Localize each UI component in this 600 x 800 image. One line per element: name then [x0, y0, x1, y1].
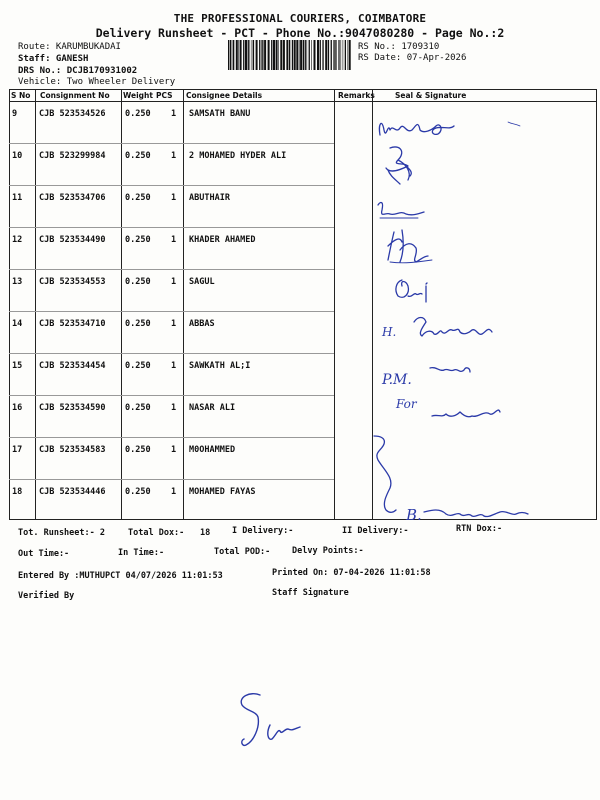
barcode-image [228, 40, 354, 70]
row-divider [9, 185, 334, 186]
row-consignee: MOHAMED FAYAS [189, 487, 256, 497]
row-sno: 14 [12, 319, 23, 329]
th-sno: S No [11, 91, 31, 100]
row-pcs: 1 [171, 487, 177, 497]
row-sno: 11 [12, 193, 23, 203]
row-weight: 0.250 [125, 235, 151, 245]
row-consignment: CJB 523534526 [39, 109, 106, 119]
row-divider [9, 269, 334, 270]
row-consignee: ABUTHAIR [189, 193, 230, 203]
row-consignment: CJB 523534583 [39, 445, 106, 455]
row-consignment: CJB 523299984 [39, 151, 106, 161]
row-sno: 18 [12, 487, 23, 497]
runsheet-subtitle: Delivery Runsheet - PCT - Phone No.:9047080280 - Page No.:2 [95, 26, 505, 40]
row-sno: 12 [12, 235, 23, 245]
row-weight: 0.250 [125, 193, 151, 203]
row-consignee: SAGUL [189, 277, 215, 287]
row-weight: 0.250 [125, 319, 151, 329]
route-label: Route: KARUMBUKADAI [18, 42, 121, 52]
total-dox-label: Total Dox:- [128, 528, 185, 538]
row-consignee: KHADER AHAMED [189, 235, 256, 245]
signature-text-16: For [396, 397, 417, 411]
th-remarks: Remarks [338, 91, 375, 100]
company-title: THE PROFESSIONAL COURIERS, COIMBATORE [173, 12, 427, 25]
drs-label: DRS No.: DCJB170931002 [18, 66, 138, 76]
row-pcs: 1 [171, 277, 177, 287]
row-divider [9, 311, 334, 312]
signature-text-18: B. [406, 506, 422, 524]
row-weight: 0.250 [125, 487, 151, 497]
row-sno: 9 [12, 109, 18, 119]
i-delivery: I Delivery:- [232, 526, 294, 536]
verified-by: Verified By [18, 591, 75, 601]
row-divider [9, 143, 334, 144]
entered-by: Entered By :MUTHUPCT 04/07/2026 11:01:53 [18, 571, 223, 581]
row-consignee: SAWKATH AL;I [189, 361, 251, 371]
row-divider [9, 227, 334, 228]
row-weight: 0.250 [125, 361, 151, 371]
row-pcs: 1 [171, 235, 177, 245]
staff-signature-image [230, 685, 310, 755]
vehicle-label: Vehicle: Two Wheeler Delivery [18, 77, 176, 87]
row-consignment: CJB 523534710 [39, 319, 106, 329]
row-consignment: CJB 523534553 [39, 277, 106, 287]
row-divider [9, 395, 334, 396]
staff-label: Staff: GANESH [18, 54, 89, 64]
row-consignee: SAMSATH BANU [189, 109, 251, 119]
row-pcs: 1 [171, 403, 177, 413]
row-sno: 16 [12, 403, 23, 413]
signature-text-15: P.M. [382, 372, 412, 388]
row-consignee: NASAR ALI [189, 403, 236, 413]
row-divider [9, 353, 334, 354]
row-weight: 0.250 [125, 277, 151, 287]
th-consignee: Consignee Details [186, 91, 263, 100]
row-consignment: CJB 523534490 [39, 235, 106, 245]
row-consignee: 2 MOHAMED HYDER ALI [189, 151, 287, 161]
row-weight: 0.250 [125, 445, 151, 455]
rs-number: RS No.: 1709310 [358, 42, 440, 52]
row-pcs: 1 [171, 193, 177, 203]
row-divider [9, 437, 334, 438]
row-pcs: 1 [171, 151, 177, 161]
th-consignment: Consignment No [40, 91, 110, 100]
row-sno: 17 [12, 445, 23, 455]
row-weight: 0.250 [125, 151, 151, 161]
row-weight: 0.250 [125, 403, 151, 413]
row-sno: 10 [12, 151, 23, 161]
row-consignment: CJB 523534454 [39, 361, 106, 371]
row-sno: 15 [12, 361, 23, 371]
th-pcs: PCS [156, 91, 173, 100]
row-sno: 13 [12, 277, 23, 287]
rtn-dox: RTN Dox:- [456, 524, 503, 534]
row-consignment: CJB 523534590 [39, 403, 106, 413]
row-consignment: CJB 523534706 [39, 193, 106, 203]
th-weight: Weight [123, 91, 153, 100]
ii-delivery: II Delivery:- [342, 526, 409, 536]
in-time: In Time:- [118, 548, 165, 558]
row-pcs: 1 [171, 445, 177, 455]
row-divider [9, 479, 334, 480]
handwritten-signatures [360, 100, 600, 530]
row-consignment: CJB 523534446 [39, 487, 106, 497]
th-seal: Seal & Signature [395, 91, 467, 100]
row-consignee: M0OHAMMED [189, 445, 236, 455]
staff-signature-label: Staff Signature [272, 588, 349, 598]
row-pcs: 1 [171, 319, 177, 329]
signature-text-14: H. [382, 325, 397, 339]
total-pod: Total POD:- [214, 547, 271, 557]
row-pcs: 1 [171, 109, 177, 119]
delvy-points: Delvy Points:- [292, 546, 364, 556]
tot-runsheet: Tot. Runsheet:- 2 [18, 528, 105, 538]
row-consignee: ABBAS [189, 319, 215, 329]
row-pcs: 1 [171, 361, 177, 371]
printed-on: Printed On: 07-04-2026 11:01:58 [272, 568, 431, 578]
out-time: Out Time:- [18, 549, 70, 559]
total-dox-value: 18 [200, 528, 211, 538]
rs-date: RS Date: 07-Apr-2026 [358, 53, 467, 63]
row-weight: 0.250 [125, 109, 151, 119]
